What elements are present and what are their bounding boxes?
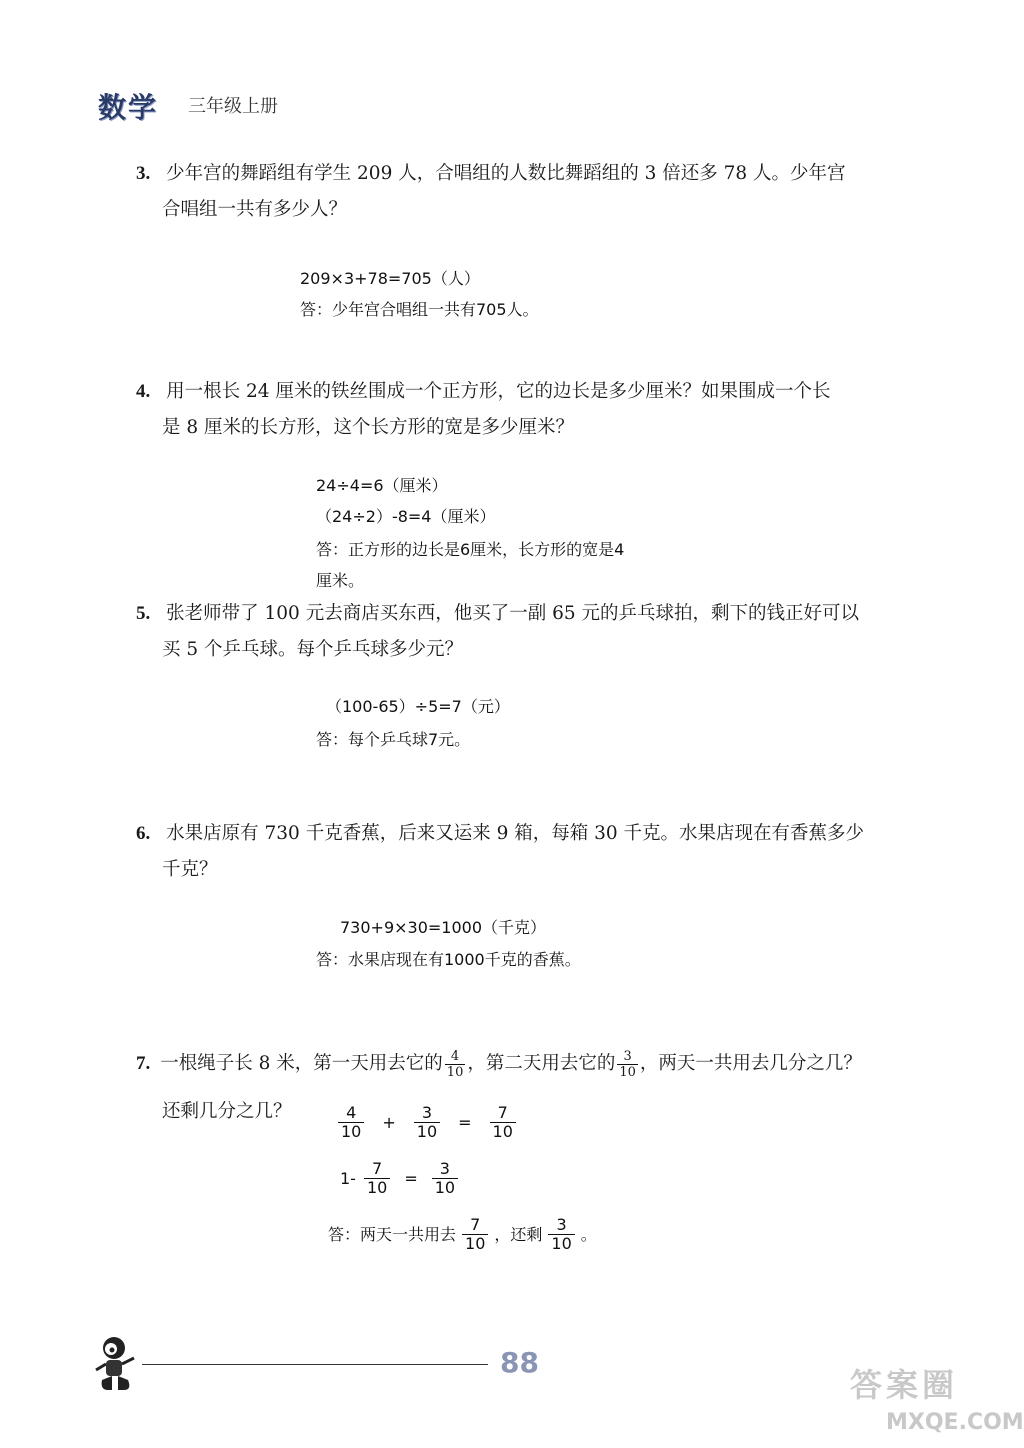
fraction-numerator: 4	[450, 1048, 460, 1064]
question-text-a: 一根绳子长 8 米，第一天用去它的	[160, 1053, 443, 1074]
answer-prefix: 答：两天一共用去	[328, 1224, 457, 1244]
answer-equation: 209×3+78=705（人）	[300, 269, 480, 288]
answer-sentence: 答：每个乒乓球7元。	[316, 730, 471, 749]
cartoon-mascot-icon	[92, 1332, 140, 1394]
fraction	[432, 1160, 458, 1197]
answer-equation-1: 24÷4=6（厘米）	[316, 476, 448, 495]
fraction-denominator: 10	[619, 1064, 636, 1080]
answer-sentence-cont: 厘米。	[316, 571, 365, 590]
question-text-line2: 是 8 厘米的长方形，这个长方形的宽是多少厘米？	[162, 417, 575, 438]
question-text-line1: 少年宫的舞蹈组有学生 209 人，合唱组的人数比舞蹈组的 3 倍还多 78 人。少年宫	[166, 163, 846, 184]
grade-label: 三年级上册	[188, 96, 278, 117]
question-number: 7.	[136, 1053, 151, 1074]
watermark-url: MXQE.COM	[886, 1410, 1024, 1435]
answer-middle: ，还剩	[494, 1224, 543, 1244]
answer-equation-1	[338, 1104, 516, 1141]
subject-title: 数学	[98, 91, 159, 124]
question-number: 3.	[136, 163, 151, 184]
question-text-line2: 还剩几分之几？	[162, 1101, 292, 1122]
fraction-numerator: 3	[421, 1103, 433, 1122]
watermark-logo: 答案圈	[850, 1366, 959, 1404]
question-number: 5.	[136, 603, 151, 624]
fraction	[490, 1104, 516, 1141]
one-minus: 1-	[340, 1168, 356, 1188]
question-5	[136, 596, 936, 632]
answer-equation-2	[340, 1160, 458, 1197]
answer-sentence	[328, 1216, 597, 1253]
question-text-line1: 水果店原有 730 千克香蕉，后来又运来 9 箱，每箱 30 千克。水果店现在有香蕉多少	[166, 823, 865, 844]
answer-sentence: 答：正方形的边长是6厘米，长方形的宽是4	[316, 540, 625, 559]
answer-equation: （100-65）÷5=7（元）	[326, 697, 510, 716]
question-number: 4.	[136, 381, 151, 402]
fraction-numerator: 4	[346, 1103, 357, 1122]
question-number: 6.	[136, 823, 151, 844]
equals-sign: =	[404, 1168, 418, 1188]
fraction	[338, 1104, 364, 1141]
fraction-numerator: 7	[497, 1103, 508, 1122]
question-7	[136, 1046, 966, 1082]
equals-sign: =	[458, 1112, 472, 1132]
fraction-numerator: 3	[439, 1159, 450, 1178]
answer-sentence: 答：少年宫合唱组一共有705人。	[300, 300, 539, 319]
question-6	[136, 816, 936, 852]
fraction	[462, 1216, 488, 1253]
answer-end: 。	[580, 1224, 597, 1244]
question-text-line1: 张老师带了 100 元去商店买东西，他买了一副 65 元的乒乓球拍，剩下的钱正好可以	[166, 603, 860, 624]
fraction	[617, 1049, 638, 1080]
fraction-denominator: 10	[432, 1178, 458, 1197]
question-text-line2: 买 5 个乒乓球。每个乒乓球多少元？	[162, 639, 464, 660]
fraction-numerator: 3	[556, 1215, 567, 1234]
footer-divider	[142, 1364, 488, 1365]
fraction-denominator: 10	[490, 1122, 516, 1141]
fraction-denominator: 10	[364, 1178, 390, 1197]
question-text-b: ，第二天用去它的	[467, 1053, 616, 1074]
fraction-denominator: 10	[446, 1064, 464, 1080]
question-text-line1: 用一根长 24 厘米的铁丝围成一个正方形，它的边长是多少厘米？如果围成一个长	[166, 381, 831, 402]
fraction	[548, 1216, 574, 1253]
plus-sign: +	[382, 1112, 396, 1132]
question-4	[136, 374, 936, 410]
question-text-line2: 千克？	[162, 859, 218, 880]
fraction	[414, 1104, 440, 1141]
fraction-denominator: 10	[414, 1122, 440, 1141]
page-number: 88	[500, 1346, 539, 1379]
question-text-line2: 合唱组一共有多少人？	[162, 199, 348, 220]
fraction-denominator: 10	[548, 1234, 574, 1253]
fraction-denominator: 10	[462, 1234, 488, 1253]
question-text-c: ，两天一共用去几分之几？	[639, 1053, 862, 1074]
answer-sentence: 答：水果店现在有1000千克的香蕉。	[316, 950, 581, 969]
fraction	[445, 1049, 466, 1080]
fraction-numerator: 7	[470, 1215, 481, 1234]
question-3	[136, 156, 936, 192]
fraction-numerator: 7	[372, 1159, 383, 1178]
answer-equation: 730+9×30=1000（千克）	[340, 918, 547, 937]
fraction	[364, 1160, 390, 1197]
fraction-denominator: 10	[338, 1122, 364, 1141]
fraction-numerator: 3	[623, 1048, 632, 1064]
answer-equation-2: （24÷2）-8=4（厘米）	[316, 507, 496, 526]
